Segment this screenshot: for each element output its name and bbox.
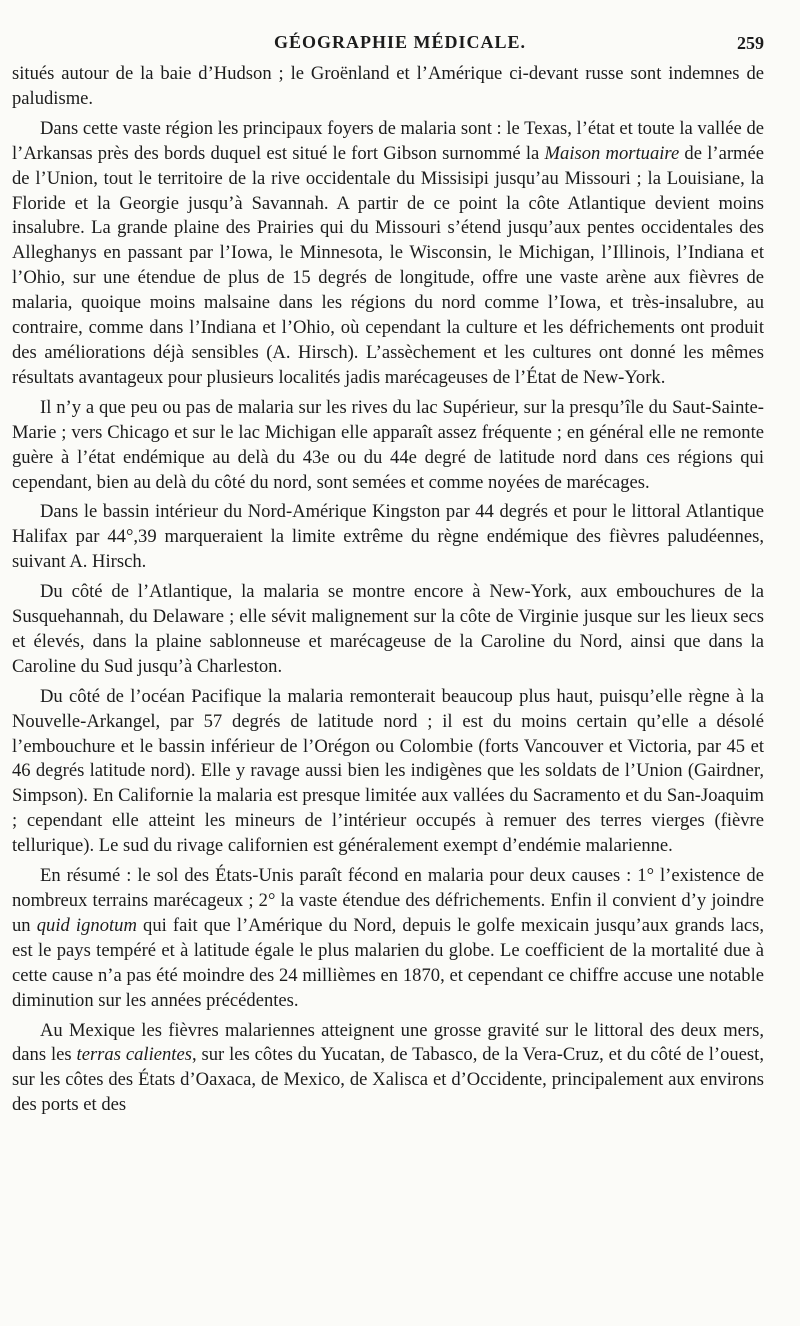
paragraph-mexique xyxy=(12,1019,764,1119)
text-run: Dans cette vaste région les principaux foyers de malaria sont : le Texas, l’état et toute la vallée de l’Arkansas près des bords duquel est situé le fort Gibson surnommé la xyxy=(12,117,764,164)
paragraph-pacifique xyxy=(12,685,764,859)
text-run: Du côté de l’océan Pacifique la malaria remonterait beaucoup plus haut, puisqu’elle règne à la Nouvelle-Arkangel, par 57 degrés de latitude nord ; il est du moins certain qu’elle a désolé l’embouchure et le bassin inférieur de l’Orégon ou Colombie (forts Vancouver et Victoria, par 45 et 46 degrés latitude nord). Elle y ravage aussi bien les indigènes que les soldats de l’Union (Gairdner, Simpson). En Californie la malaria est presque limitée aux vallées du Sacramento et du San-Joaquim ; cependant elle atteint les mineurs de l’intérieur occupés à remuer des terres vierges (fièvre tellurique). Le sud du rivage californien est généralement exempt d’endémie malarienne. xyxy=(12,685,764,857)
paragraph-continued xyxy=(12,62,764,112)
text-run: situés autour de la baie d’Hudson ; le Groënland et l’Amérique ci-devant russe sont indemnes de paludisme. xyxy=(12,63,764,109)
running-head xyxy=(0,32,800,58)
text-run: Du côté de l’Atlantique, la malaria se montre encore à New-York, aux embouchures de la Susquehannah, du Delaware ; elle sévit malignement sur la côte de Virginie jusque sur les lieux secs et élevés, dans la plaine sablonneuse et marécageuse de la Caroline du Nord, ainsi que dans la Caroline du Sud jusqu’à Charleston. xyxy=(12,581,764,677)
paragraph-lac-superieur xyxy=(12,396,764,496)
text-run: Au Mexique les fièvres malariennes atteignent une grosse gravité sur le littoral des deux mers, dans les xyxy=(12,1019,764,1066)
running-title: GÉOGRAPHIE MÉDICALE. xyxy=(273,32,527,52)
paragraph-foyers-malaria xyxy=(12,117,764,391)
paragraph-resume xyxy=(12,864,764,1013)
text-run: Il n’y a que peu ou pas de malaria sur les rives du lac Supérieur, sur la presqu’île du Saut-Sainte-Marie ; vers Chicago et sur le lac Michigan elle apparaît assez fréquente ; en général elle ne remonte guère à l’état endémique au delà du 43e ou du 44e degré de latitude nord dans ces régions qui cependant, bien au delà du côté du nord, sont semées et comme noyées de marécages. xyxy=(12,396,764,493)
paragraph-bassin-interieur xyxy=(12,500,764,575)
text-run: En résumé : le sol des États-Unis paraît fécond en malaria pour deux causes : 1° l’existence de nombreux terrains marécageux ; 2° la vaste étendue des défrichements. Enfin il convient d’y joindre un xyxy=(12,865,764,936)
italic-run: terras calientes xyxy=(76,1044,192,1066)
italic-run: Maison mortuaire xyxy=(544,142,680,164)
body-text xyxy=(12,62,764,1121)
text-run: , sur les côtes du Yucatan, de Tabasco, de la Vera-Cruz, et du côté de l’ouest, sur les côtes des États d’Oaxaca, de Mexico, de Xalisca et d’Occidente, principalement aux environs des ports et des xyxy=(12,1044,764,1116)
page-number: 259 xyxy=(737,33,764,53)
text-run: Dans le bassin intérieur du Nord-Amérique Kingston par 44 degrés et pour le littoral Atlantique Halifax par 44°,39 marqueraient la limite extrême du règne endémique des fièvres paludéennes, suivant A. Hirsch. xyxy=(12,501,764,573)
text-run: de l’armée de l’Union, tout le territoire de la rive occidentale du Missisipi jusqu’au Missouri ; la Louisiane, la Floride et la Georgie jusqu’à Savannah. A partir de ce point la côte Atlantique devient moins insalubre. La grande plaine des Prairies qui du Missouri s’étend jusqu’aux pentes occidentales des Alleghanys en passant par l’Iowa, le Minnesota, le Wisconsin, le Michigan, l’Illinois, l’Indiana et l’Ohio, sur une étendue de plus de 15 degrés de longitude, offre une vaste arène aux fièvres de malaria, quoique moins malsaine dans les régions du nord comme l’Iowa, et très-insalubre, au contraire, comme dans l’Indiana et l’Ohio, où cependant la culture et les défrichements ont produit des améliorations déjà sensibles (A. Hirsch). L’assèchement et les cultures ont donné les mêmes résultats avantageux pour plusieurs localités jadis marécageuses de l’État de New-York. xyxy=(12,142,764,388)
text-run: qui fait que l’Amérique du Nord, depuis le golfe mexicain jusqu’aux grands lacs, est le pays tempéré et à latitude égale le plus malarien du globe. Le coefficient de la mortalité due à cette cause n’a pas été moindre des 24 millièmes en 1870, et cependant ce chiffre accuse une notable diminution sur les années précédentes. xyxy=(12,914,765,1011)
paragraph-atlantique xyxy=(12,580,764,680)
italic-run: quid ignotum xyxy=(36,914,137,936)
